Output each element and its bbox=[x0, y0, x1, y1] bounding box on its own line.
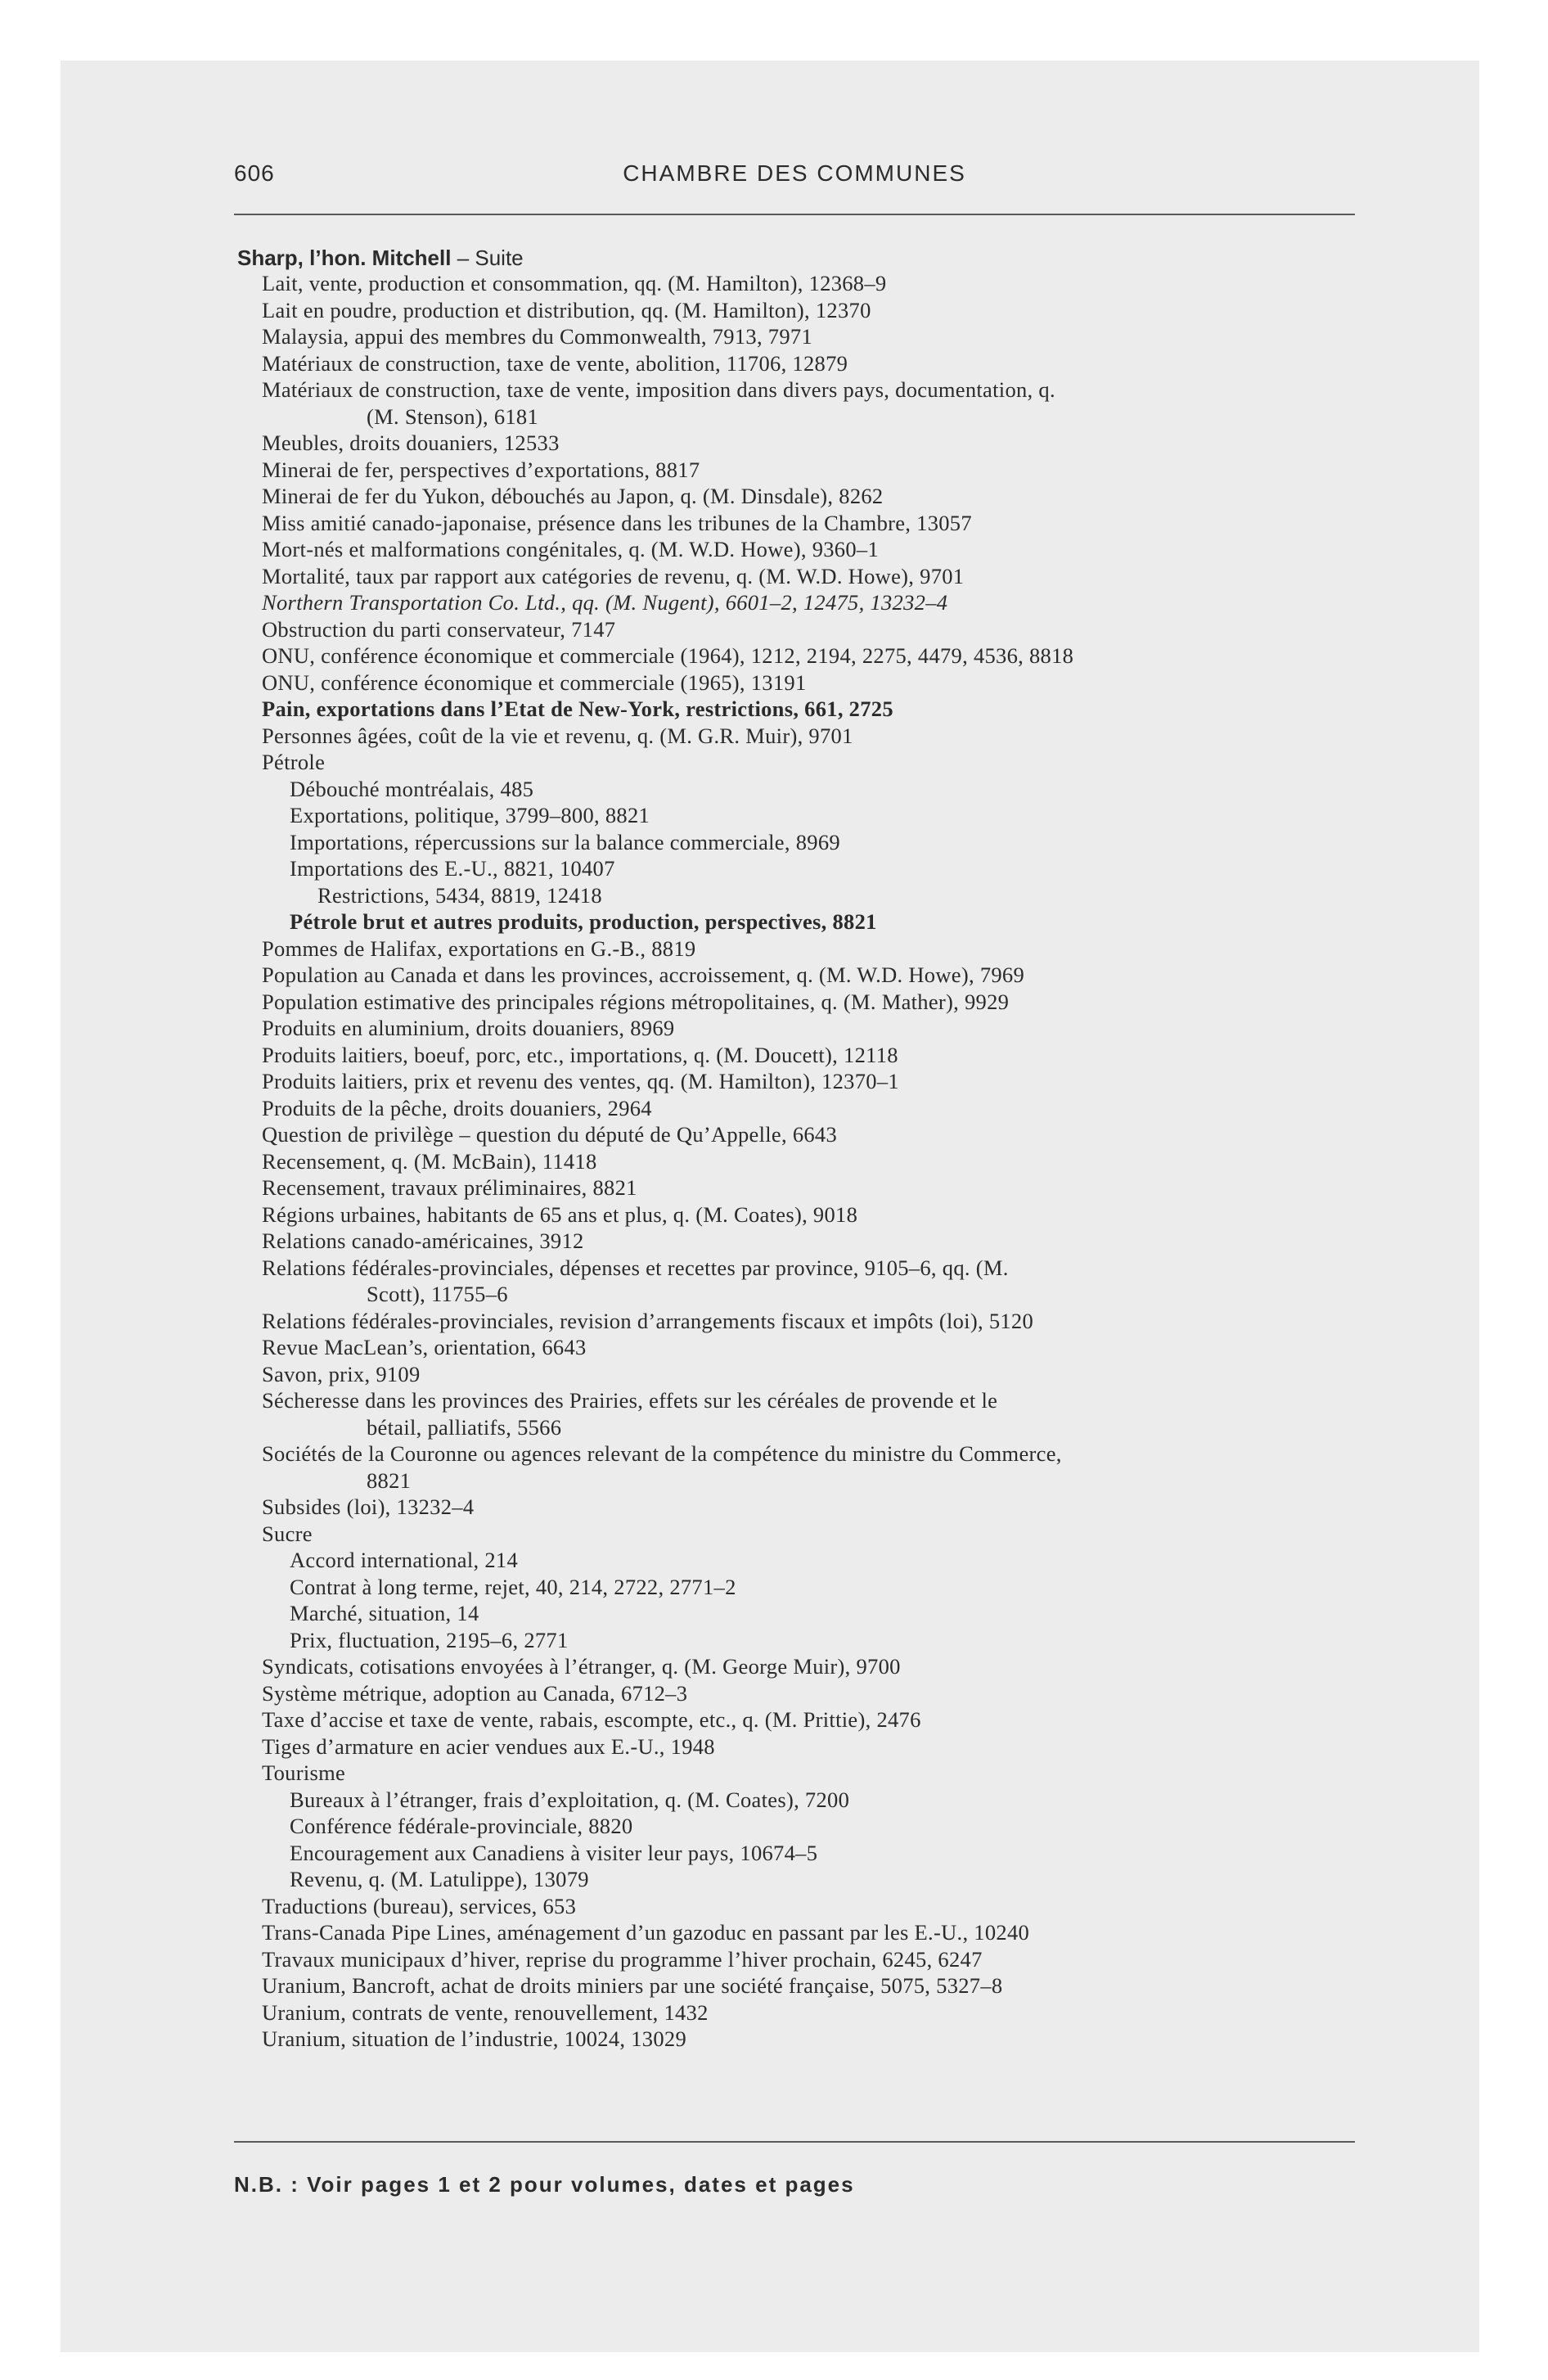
index-entry: Marché, situation, 14 bbox=[290, 1601, 479, 1625]
index-entry: Matériaux de construction, taxe de vente, imposition dans divers pays, documentation, q. bbox=[262, 377, 1055, 402]
index-entry: Trans-Canada Pipe Lines, aménagement d’un gazoduc en passant par les E.-U., 10240 bbox=[262, 1920, 1030, 1945]
index-entry: Traductions (bureau), services, 653 bbox=[262, 1893, 577, 1918]
index-entry: Personnes âgées, coût de la vie et revenu, q. (M. G.R. Muir), 9701 bbox=[262, 723, 853, 748]
index-entry: Taxe d’accise et taxe de vente, rabais, escompte, etc., q. (M. Prittie), 2476 bbox=[262, 1707, 921, 1732]
index-entry: Conférence fédérale-provinciale, 8820 bbox=[290, 1814, 633, 1838]
index-entry: Lait, vente, production et consommation, qq. (M. Hamilton), 12368–9 bbox=[262, 271, 887, 295]
index-entry: Relations canado-américaines, 3912 bbox=[262, 1228, 584, 1253]
index-entry: 8821 bbox=[367, 1467, 412, 1493]
index-entry: Population au Canada et dans les provinces, accroissement, q. (M. W.D. Howe), 7969 bbox=[262, 962, 1025, 987]
index-entry: Système métrique, adoption au Canada, 6712–3 bbox=[262, 1680, 688, 1706]
footnote: N.B. : Voir pages 1 et 2 pour volumes, dates et pages bbox=[234, 2172, 855, 2197]
index-entry: Tourisme bbox=[262, 1760, 346, 1785]
running-title: CHAMBRE DES COMMUNES bbox=[623, 160, 966, 186]
index-entry: Recensement, travaux préliminaires, 8821 bbox=[262, 1175, 637, 1200]
index-entry: Pétrole bbox=[262, 750, 326, 774]
index-entry: Uranium, Bancroft, achat de droits miniers par une société française, 5075, 5327–8 bbox=[262, 1973, 1003, 1998]
section-name: Sharp, l’hon. Mitchell bbox=[237, 246, 452, 270]
index-entry: Syndicats, cotisations envoyées à l’étranger, q. (M. George Muir), 9700 bbox=[262, 1654, 901, 1679]
index-entry: Meubles, droits douaniers, 12533 bbox=[262, 430, 560, 455]
footer-rule bbox=[234, 2141, 1355, 2143]
index-entry: Bureaux à l’étranger, frais d’exploitation, q. (M. Coates), 7200 bbox=[290, 1787, 850, 1812]
index-entry: Pain, exportations dans l’Etat de New-York, restrictions, 661, 2725 bbox=[262, 696, 893, 721]
index-entry: Produits laitiers, boeuf, porc, etc., importations, q. (M. Doucett), 12118 bbox=[262, 1042, 898, 1067]
index-entry: Lait en poudre, production et distribution, qq. (M. Hamilton), 12370 bbox=[262, 297, 871, 322]
index-entry: ONU, conférence économique et commerciale (1964), 1212, 2194, 2275, 4479, 4536, 8818 bbox=[262, 643, 1074, 668]
index-entry: Produits en aluminium, droits douaniers, 8969 bbox=[262, 1016, 675, 1040]
index-entry: Relations fédérales-provinciales, dépenses et recettes par province, 9105–6, qq. (M. bbox=[262, 1255, 1009, 1280]
index-entry: ONU, conférence économique et commerciale (1965), 13191 bbox=[262, 669, 807, 695]
page-number: 606 bbox=[234, 160, 275, 186]
index-entry: Northern Transportation Co. Ltd., qq. (M. Nugent), 6601–2, 12475, 13232–4 bbox=[262, 590, 948, 615]
index-entry: Travaux municipaux d’hiver, reprise du programme l’hiver prochain, 6245, 6247 bbox=[262, 1946, 983, 1972]
index-entry: Pommes de Halifax, exportations en G.-B., 8819 bbox=[262, 935, 696, 961]
index-entry: Accord international, 214 bbox=[290, 1548, 519, 1572]
section-suffix: – Suite bbox=[451, 246, 524, 270]
index-entry: Tiges d’armature en acier vendues aux E.-U., 1948 bbox=[262, 1733, 715, 1759]
index-entry: Savon, prix, 9109 bbox=[262, 1361, 421, 1386]
index-entry: Pétrole brut et autres produits, production, perspectives, 8821 bbox=[290, 909, 877, 934]
index-entry: Revenu, q. (M. Latulippe), 13079 bbox=[290, 1867, 589, 1891]
index-entries bbox=[262, 270, 1358, 2053]
index-entry: Question de privilège – question du député de Qu’Appelle, 6643 bbox=[262, 1122, 838, 1147]
index-entry: Importations des E.-U., 8821, 10407 bbox=[290, 856, 615, 881]
index-entry: Sucre bbox=[262, 1521, 313, 1546]
index-entry: Minerai de fer du Yukon, débouchés au Japon, q. (M. Dinsdale), 8262 bbox=[262, 484, 884, 508]
index-entry: Prix, fluctuation, 2195–6, 2771 bbox=[290, 1627, 569, 1652]
index-entry: Miss amitié canado-japonaise, présence dans les tribunes de la Chambre, 13057 bbox=[262, 510, 972, 535]
index-entry: Population estimative des principales régions métropolitaines, q. (M. Mather), 9929 bbox=[262, 989, 1010, 1014]
index-entry: Contrat à long terme, rejet, 40, 214, 2722, 2771–2 bbox=[290, 1574, 736, 1599]
index-entry: Obstruction du parti conservateur, 7147 bbox=[262, 616, 616, 642]
index-entry: Mortalité, taux par rapport aux catégories de revenu, q. (M. W.D. Howe), 9701 bbox=[262, 563, 965, 588]
index-entry: Produits de la pêche, droits douaniers, 2964 bbox=[262, 1095, 652, 1120]
index-entry: Recensement, q. (M. McBain), 11418 bbox=[262, 1148, 597, 1174]
index-entry: Encouragement aux Canadiens à visiter leur pays, 10674–5 bbox=[290, 1840, 818, 1865]
index-entry: Régions urbaines, habitants de 65 ans et plus, q. (M. Coates), 9018 bbox=[262, 1201, 858, 1227]
index-entry: Minerai de fer, perspectives d’exportations, 8817 bbox=[262, 457, 700, 482]
index-entry: Uranium, situation de l’industrie, 10024, 13029 bbox=[262, 2026, 687, 2051]
index-entry: Sociétés de la Couronne ou agences relevant de la compétence du ministre du Commerce, bbox=[262, 1441, 1062, 1466]
index-entry: Exportations, politique, 3799–800, 8821 bbox=[290, 803, 650, 827]
section-heading bbox=[237, 246, 524, 271]
index-entry: Restrictions, 5434, 8819, 12418 bbox=[317, 882, 602, 908]
index-entry: (M. Stenson), 6181 bbox=[367, 403, 539, 429]
index-entry: Subsides (loi), 13232–4 bbox=[262, 1494, 475, 1519]
index-entry: Sécheresse dans les provinces des Prairies, effets sur les céréales de provende et le bbox=[262, 1388, 998, 1413]
index-entry: Importations, répercussions sur la balance commerciale, 8969 bbox=[290, 829, 840, 854]
index-entry: Mort-nés et malformations congénitales, q. (M. W.D. Howe), 9360–1 bbox=[262, 537, 880, 561]
index-entry: Produits laitiers, prix et revenu des ventes, qq. (M. Hamilton), 12370–1 bbox=[262, 1069, 899, 1093]
index-entry: Matériaux de construction, taxe de vente, abolition, 11706, 12879 bbox=[262, 350, 848, 376]
index-entry: Scott), 11755–6 bbox=[367, 1282, 508, 1306]
index-entry: Uranium, contrats de vente, renouvellement, 1432 bbox=[262, 1999, 709, 2025]
index-entry: bétail, palliatifs, 5566 bbox=[367, 1414, 562, 1440]
index-entry: Relations fédérales-provinciales, revision d’arrangements fiscaux et impôts (loi), 5120 bbox=[262, 1308, 1034, 1333]
index-entry: Débouché montréalais, 485 bbox=[290, 776, 534, 801]
index-entry: Revue MacLean’s, orientation, 6643 bbox=[262, 1335, 587, 1359]
index-entry: Malaysia, appui des membres du Commonwealth, 7913, 7971 bbox=[262, 324, 813, 349]
header-rule bbox=[234, 214, 1355, 215]
